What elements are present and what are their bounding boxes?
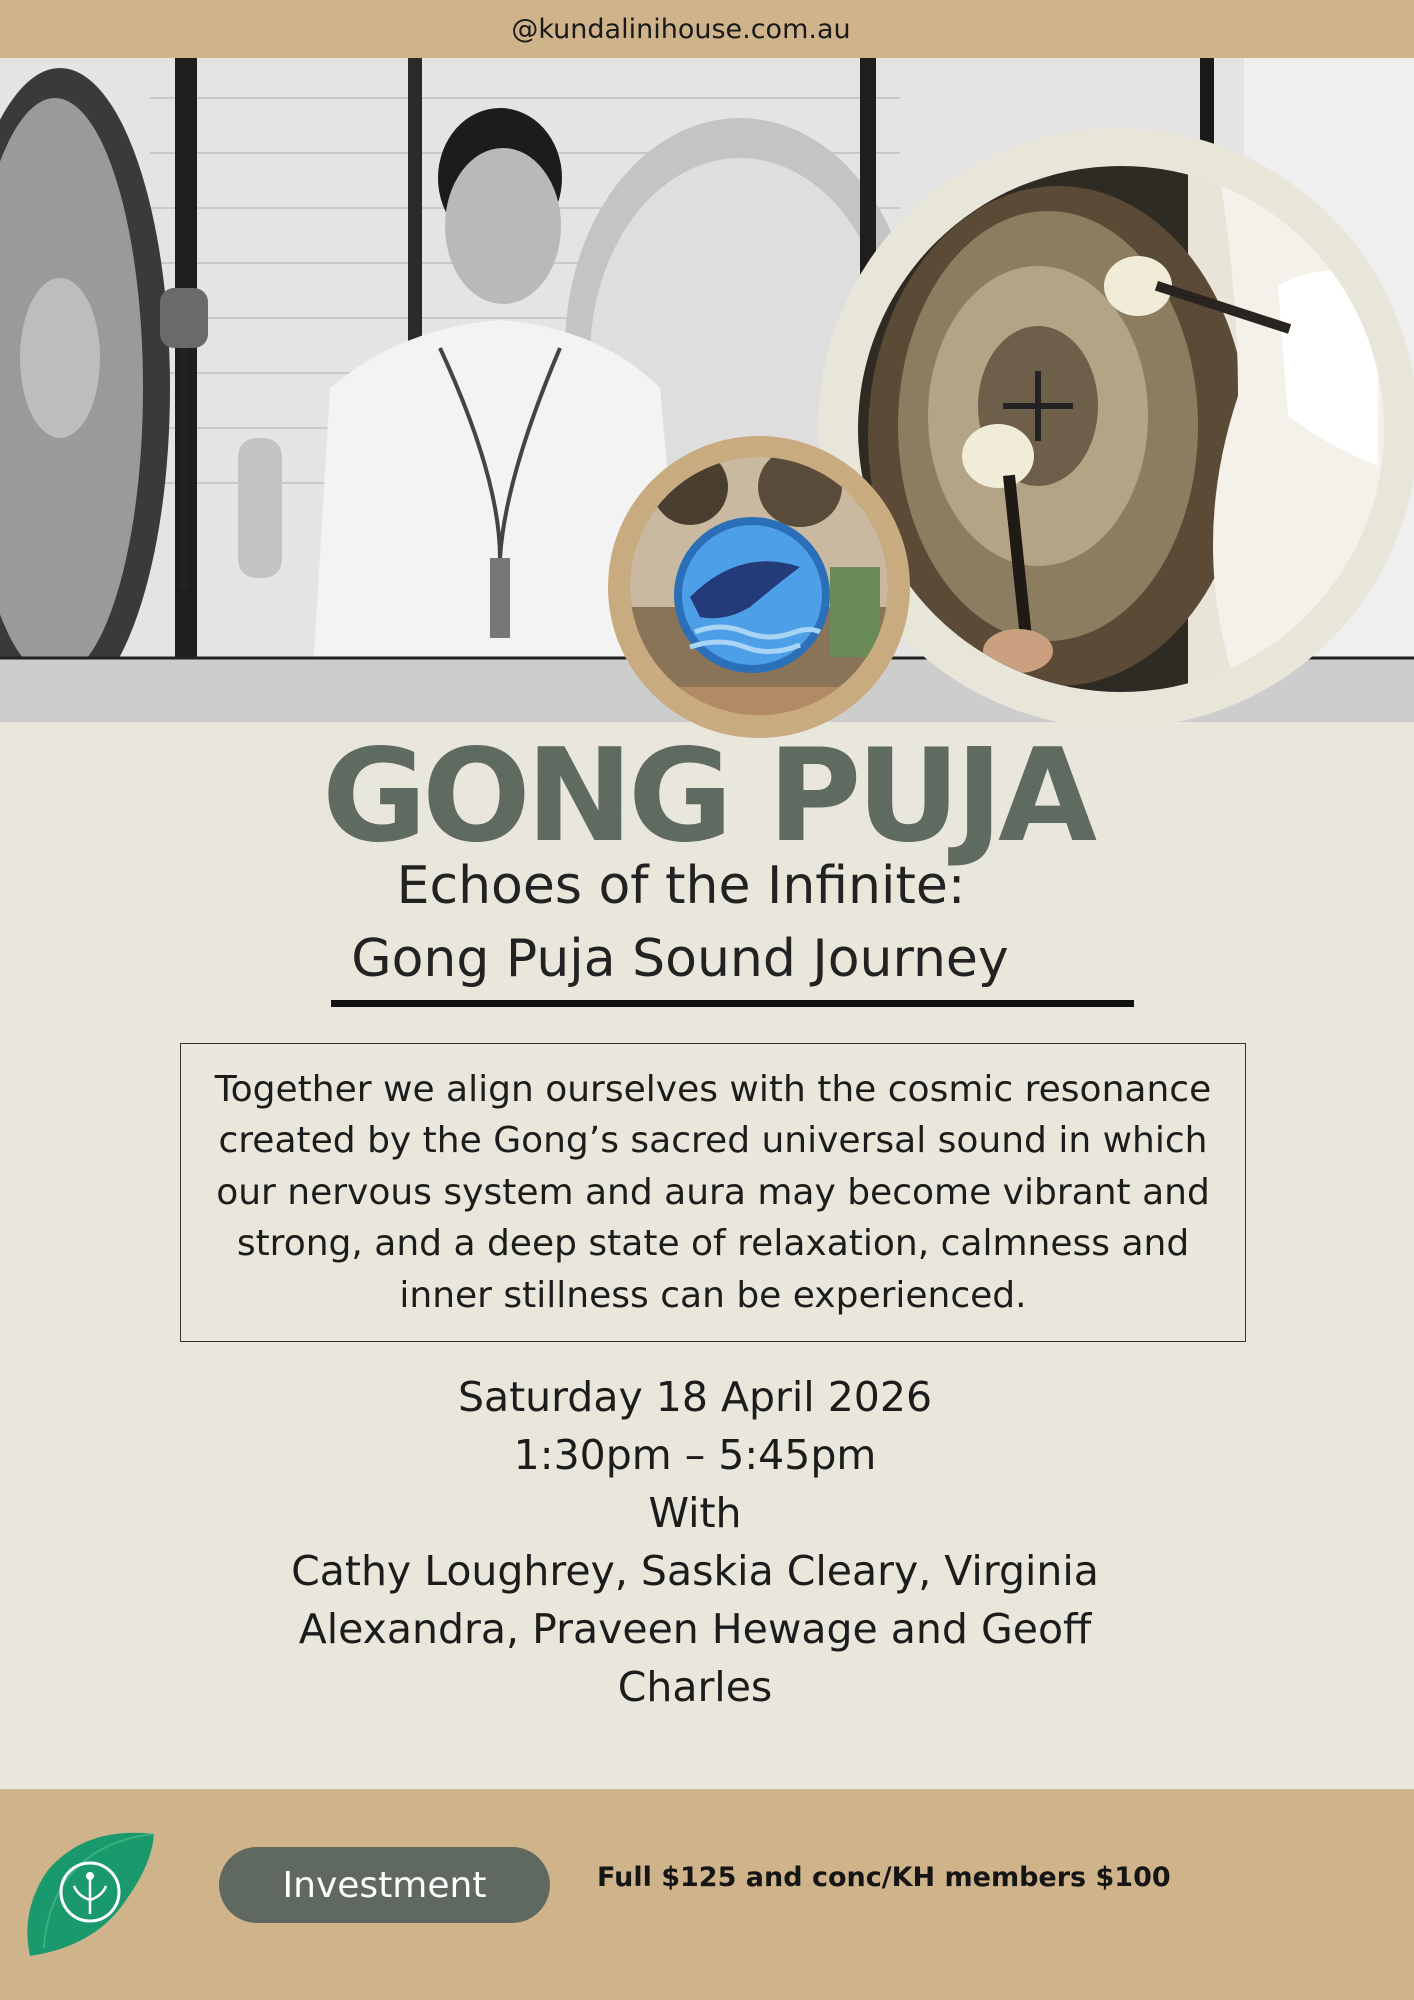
person-playing-gong-photo <box>858 166 1384 692</box>
event-date: Saturday 18 April 2026 <box>457 1373 933 1421</box>
event-description: Together we align ourselves with the cosmic resonance created by the Gong’s sacred universal sound in which our nervous system and aura may become vibrant and strong, and a deep state of relaxation, calmness and inner stillness can be experienced. <box>214 1068 1212 1316</box>
subtitle-underline <box>331 1000 1134 1007</box>
footer-bar <box>0 1789 1414 2000</box>
description-box <box>180 1043 1246 1342</box>
event-details <box>270 1368 1120 1716</box>
investment-button[interactable]: Investment <box>219 1847 550 1923</box>
header-bar <box>0 0 1414 58</box>
event-title: GONG PUJA <box>321 722 1093 871</box>
facilitators: Cathy Loughrey, Saskia Cleary, Virginia Alexandra, Praveen Hewage and Geoff Charles <box>291 1547 1099 1711</box>
leaf-logo-icon <box>26 1830 156 1960</box>
price-text: Full $125 and conc/KH members $100 <box>597 1862 1171 1893</box>
dolphin-gong-photo <box>630 457 888 715</box>
event-subtitle-line2: Gong Puja Sound Journey <box>351 929 1009 989</box>
website-handle[interactable]: @kundalinihouse.com.au <box>511 13 851 45</box>
event-subtitle-line1: Echoes of the Infinite: <box>396 856 966 916</box>
with-label: With <box>648 1489 742 1537</box>
event-time: 1:30pm – 5:45pm <box>513 1431 877 1479</box>
